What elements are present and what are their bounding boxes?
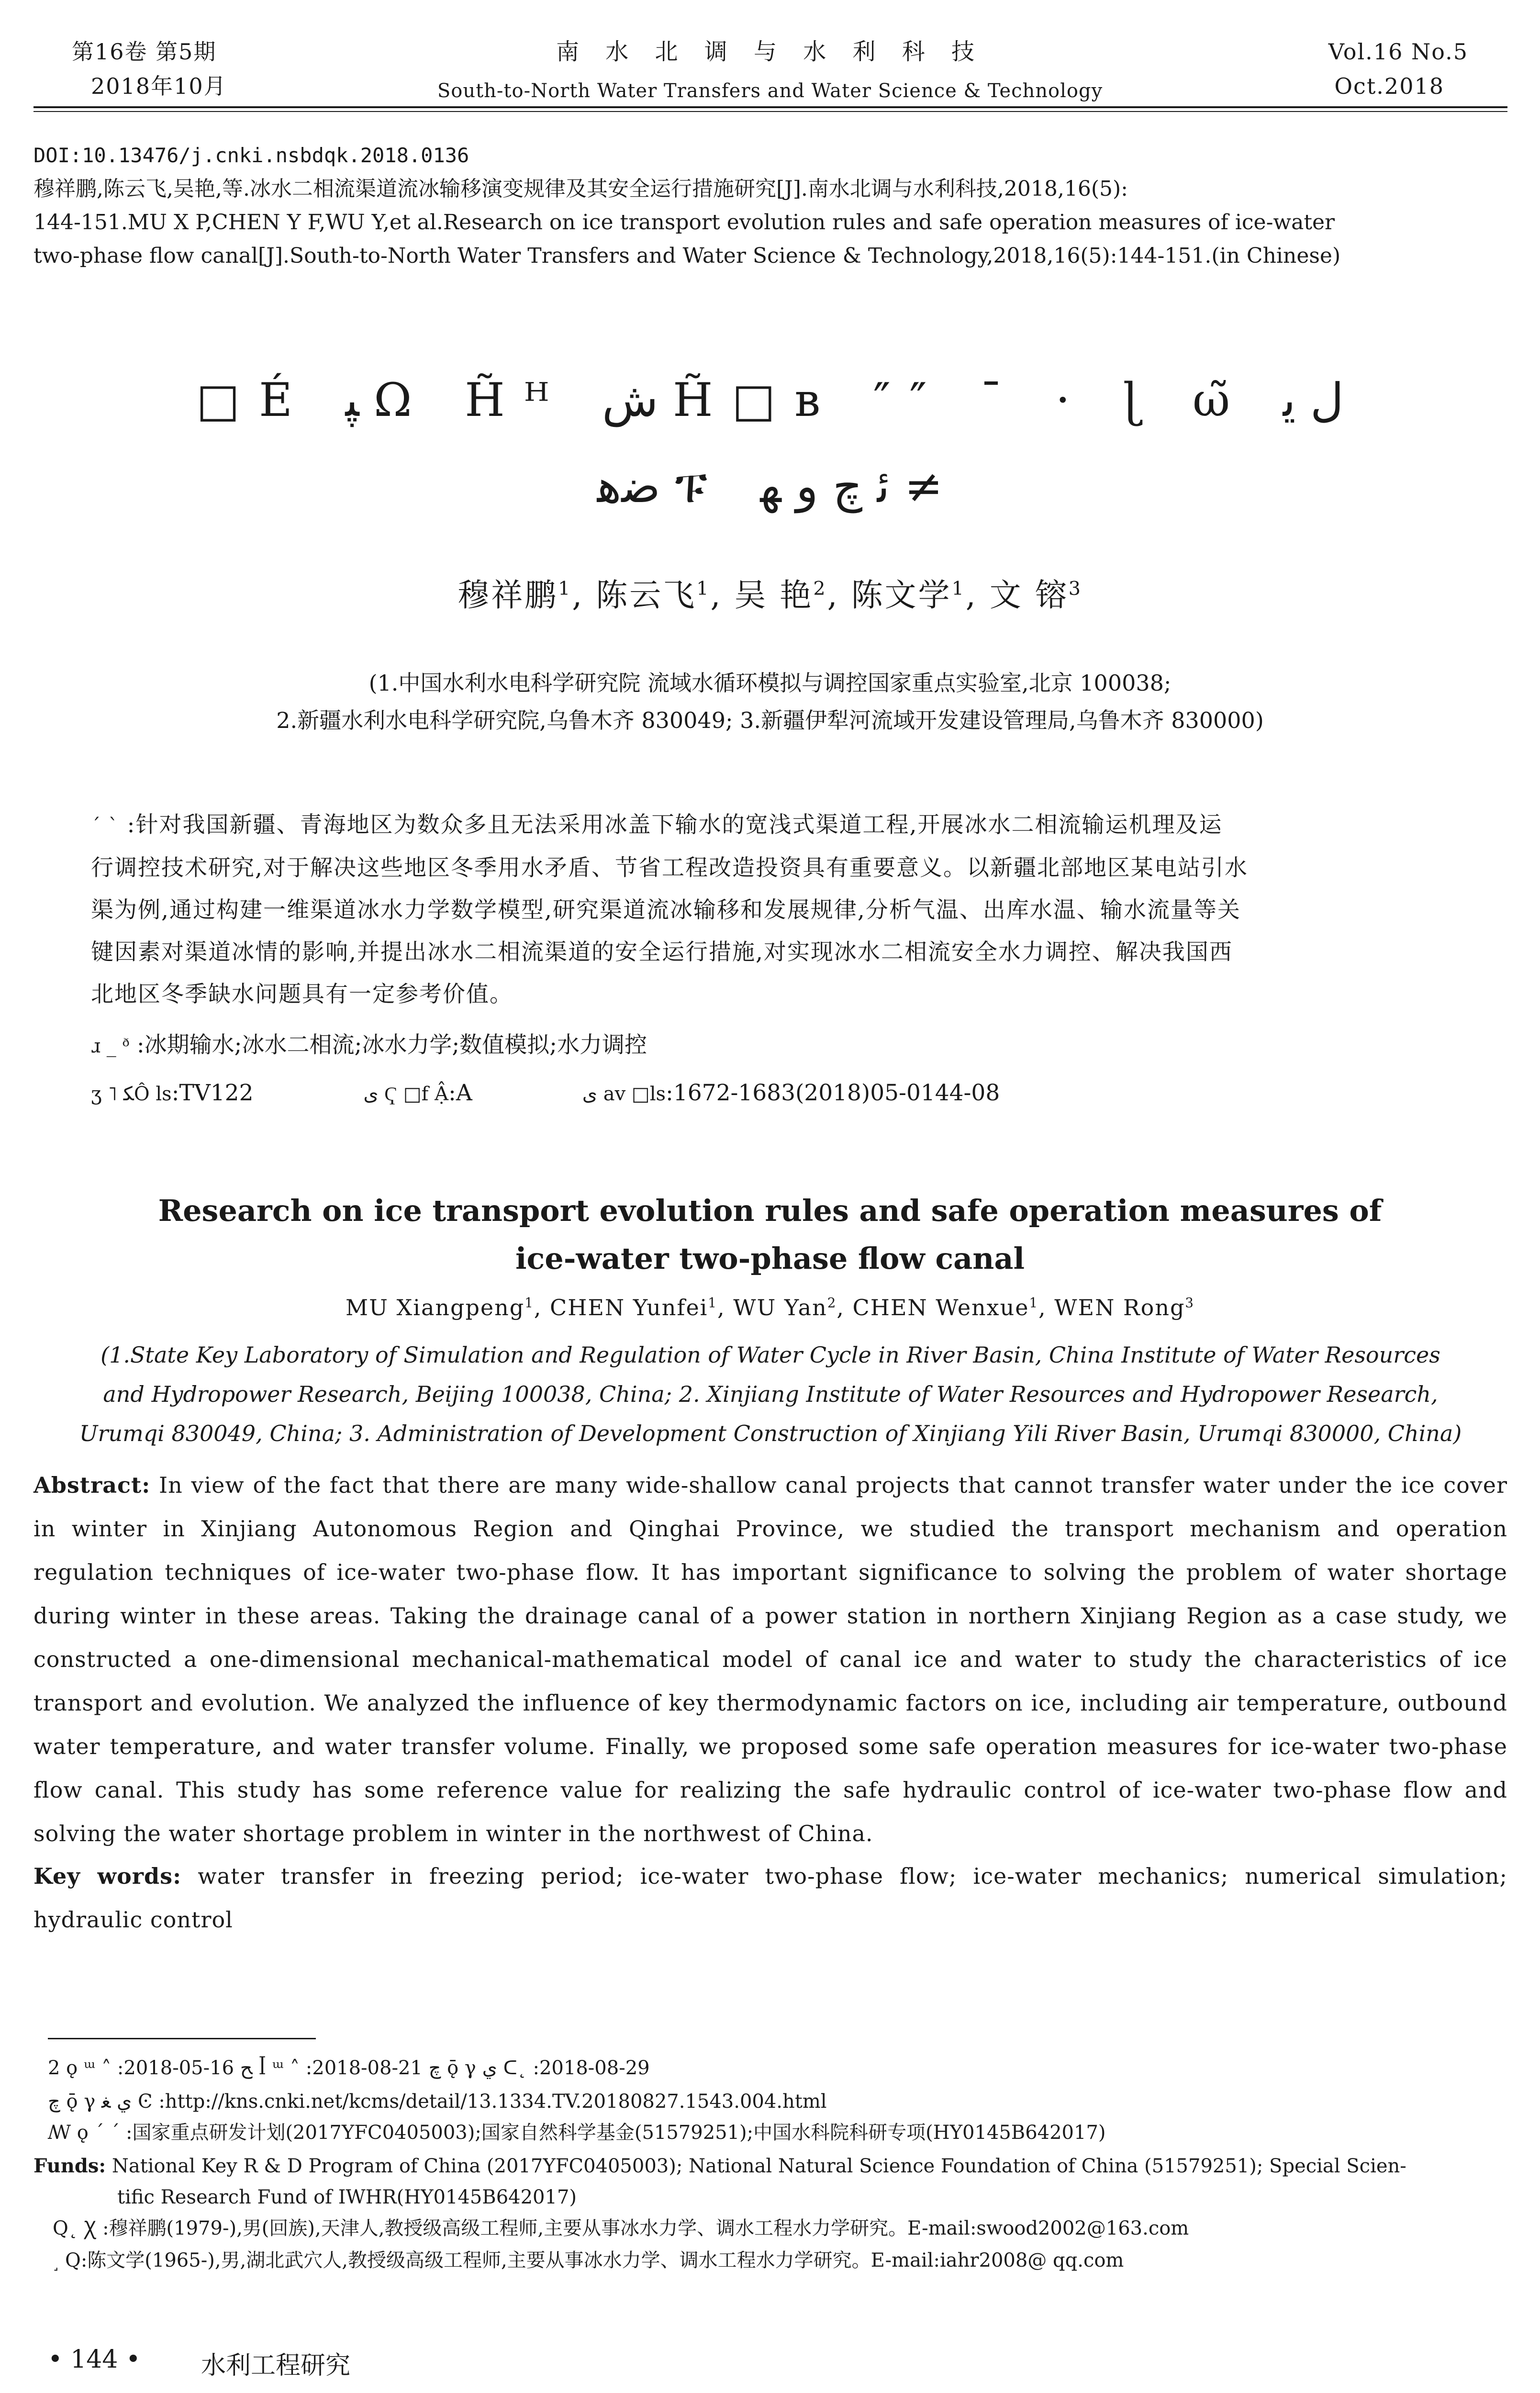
page-number: • 144 • xyxy=(48,2345,141,2374)
abstract-zh-line: 渠为例,通过构建一维渠道冰水力学数学模型,研究渠道流冰输移和发展规律,分析气温、出库水温、输水流量等关 xyxy=(91,897,1241,923)
abstract-zh-line: 行调控技术研究,对于解决这些地区冬季用水矛盾、节省工程改造投资具有重要意义。以新疆北部地区某电站引水 xyxy=(91,855,1248,881)
author-zh: 陈文学 xyxy=(851,577,952,614)
article-id-label: ﻯ av □ls xyxy=(582,1083,666,1105)
keywords-en-label: Key words: xyxy=(33,1863,182,1889)
footnote-fund-cn: ꟿ ǫ ˊ ˊ :国家重点研发计划(2017YFC0405003);国家自然科学基金(51579251);中国水科院科研专项(HY0145B642017) xyxy=(48,2122,1106,2144)
author-en-affil-mark: 1 xyxy=(708,1295,717,1311)
authors-en: MU Xiangpeng$^1$, CHEN Yunfei$^1$, WU Yan$^2$, CHEN Wenxue$^1$, WEN Rong$^3$ xyxy=(346,1295,1194,1320)
affiliation-en-line-2: and Hydropower Research, Beijing 100038, China; 2. Xinjiang Institute of Water Resources and Hydropower Research, xyxy=(103,1381,1438,1407)
affiliation-zh-line-2: 2.新疆水利水电科学研究院,乌鲁木齐 830049; 3.新疆伊犁河流域开发建设管理局,乌鲁木齐 830000) xyxy=(276,707,1264,733)
abstract-en xyxy=(33,1464,1507,1856)
author-zh: 吴 艳 xyxy=(734,577,814,614)
header-journal-cn: 南 水 北 调 与 水 利 科 技 xyxy=(556,38,984,65)
author-en: MU Xiangpeng xyxy=(346,1295,525,1320)
footnote-url: ﭺ ǭ γ ﻱ ﻐ Ͼ :http://kns.cnki.net/kcms/detail/13.1334.TV.20180827.1543.004.html xyxy=(48,2091,827,2113)
abstract-en-label: Abstract: xyxy=(33,1472,151,1498)
author-zh-affil-mark: 3 xyxy=(1068,578,1082,600)
title-zh-line-1: □É ﭙ Ω H̃ᴴ ﺵ H̃□ʙ ″″ ¯ · ɭ ω̃ ﻝ ﻳ xyxy=(196,373,1344,427)
affiliation-en-line-1: (1.State Key Laboratory of Simulation and Regulation of Water Cycle in River Basin, China Institute of Water Resources xyxy=(100,1342,1440,1368)
header-date-cn: 2018年10月 xyxy=(91,73,227,99)
footnote-funds-en xyxy=(33,2151,1406,2181)
abstract-zh-label: ˊ ˋ xyxy=(91,815,119,837)
section-label: 水利工程研究 xyxy=(201,2351,351,2380)
citation-line-1: 穆祥鹏,陈云飞,吴艳,等.冰水二相流渠道流冰输移演变规律及其安全运行措施研究[J].南水北调与水利科技,2018,16(5): xyxy=(33,177,1128,201)
affiliation-zh-line-1: (1.中国水利水电科学研究院 流域水循环模拟与调控国家重点实验室,北京 100038; xyxy=(368,670,1172,696)
abstract-en-text: In view of the fact that there are many wide-shallow canal projects that cannot transfer water under the ice cover in winter in Xinjiang Autonomous Region and Qinghai Province, we studied the transport mechanism and operation regulation techniques of ice-water two-phase flow. It has important significance to solving the problem of water shortage during winter in these areas. Taking the drainage canal of a power station in northern Xinjiang Region as a case study, we constructed a one-dimensional mechanical-mathematical model of canal ice and water to study the characteristics of ice transport and evolution. We analyzed the influence of key thermodynamic factors on ice, including air temperature, outbound water temperature, and water transfer volume. Finally, we proposed some safe operation measures for ice-water two-phase flow canal. This study has some reference value for realizing the safe hydraulic control of ice-water two-phase flow and solving the water shortage problem in winter in the northwest of China. xyxy=(33,1472,1507,1846)
author-en-affil-mark: 1 xyxy=(524,1295,534,1311)
keywords-zh-label: ɹ _ ᶞ xyxy=(91,1035,130,1057)
keywords-en xyxy=(33,1855,1507,1942)
doc-code-value: :A xyxy=(448,1080,472,1106)
author-zh-affil-mark: 1 xyxy=(696,578,711,600)
header-journal-en: South-to-North Water Transfers and Water Science & Technology xyxy=(437,80,1103,102)
header-date-en: Oct.2018 xyxy=(1334,73,1444,99)
author-en-affil-mark: 3 xyxy=(1185,1295,1194,1311)
title-en-line-1: Research on ice transport evolution rules and safe operation measures of xyxy=(158,1193,1382,1228)
footnote-author-2: ˼ Q:陈文学(1965-),男,湖北武穴人,教授级高级工程师,主要从事冰水力学、调水工程水力学研究。E-mail:iahr2008@ qq.com xyxy=(53,2249,1124,2271)
footnote-author-1: Q˛ Ꭓ :穆祥鹏(1979-),男(回族),天津人,教授级高级工程师,主要从事冰水力学、调水工程水力学研究。E-mail:swood2002@163.com xyxy=(53,2217,1189,2239)
author-en-affil-mark: 1 xyxy=(1029,1295,1039,1311)
keywords-en-text: water transfer in freezing period; ice-water two-phase flow; ice-water mechanics; numerical simulation; hydraulic control xyxy=(33,1863,1507,1933)
footnote-dates: 2 ǫ ᵚ ˄ :2018-05-16 ﺢ ꟾ ᵚ ˄ :2018-08-21 ﭺ ǭ γ ﻱ ᑕ˛ :2018-08-29 xyxy=(48,2057,650,2079)
author-en-affil-mark: 2 xyxy=(827,1295,837,1311)
author-zh: 穆祥鹏 xyxy=(458,577,558,614)
author-zh: 文 镕 xyxy=(989,577,1069,614)
article-id-value: :1672-1683(2018)05-0144-08 xyxy=(666,1080,1000,1106)
keywords-zh xyxy=(91,1024,647,1067)
abstract-zh-line: 北地区冬季缺水问题具有一定参考价值。 xyxy=(91,981,513,1007)
header-rule-thin xyxy=(33,111,1507,112)
citation-line-3: two-phase flow canal[J].South-to-North Water Transfers and Water Science & Technology,2018,16(5):144-151.(in Chinese) xyxy=(33,244,1341,268)
clc-value: :TV122 xyxy=(171,1080,254,1106)
header-volume-en: Vol.16 No.5 xyxy=(1328,39,1468,65)
doc-code-label: ﻯ Ҁ □f Ậ xyxy=(363,1083,449,1105)
keywords-zh-text: :冰期输水;冰水二相流;冰水力学;数值模拟;水力调控 xyxy=(136,1032,647,1058)
funds-label: Funds: xyxy=(33,2155,106,2177)
clc-label: ʒ ˥ ﮑÔ ls xyxy=(91,1083,172,1105)
author-zh-affil-mark: 1 xyxy=(558,578,572,600)
abstract-zh xyxy=(91,804,1460,1016)
authors-zh: 穆祥鹏$^1$, 陈云飞$^1$, 吴 艳$^2$, 陈文学$^1$, 文 镕$^3$ xyxy=(458,577,1082,614)
classification-zh xyxy=(91,1072,1000,1115)
author-en: WU Yan xyxy=(733,1295,827,1320)
doi: DOI:10.13476/j.cnki.nsbdqk.2018.0136 xyxy=(33,144,469,167)
funds-line: National Key R & D Program of China (2017YFC0405003); National Natural Science Foundation of China (51579251); Special Scien- xyxy=(112,2155,1406,2177)
footnote-rule xyxy=(48,2038,316,2039)
citation-line-2: 144-151.MU X P,CHEN Y F,WU Y,et al.Research on ice transport evolution rules and safe operation measures of ice-water xyxy=(33,210,1335,235)
author-zh-affil-mark: 2 xyxy=(813,578,827,600)
abstract-zh-line: 键因素对渠道冰情的影响,并提出冰水二相流渠道的安全运行措施,对实现冰水二相流安全水力调控、解决我国西 xyxy=(91,939,1233,965)
affiliation-en-line-3: Urumqi 830049, China; 3. Administration of Development Construction of Xinjiang Yili River Basin, Urumqi 830000, China) xyxy=(79,1420,1462,1446)
author-en: CHEN Wenxue xyxy=(852,1295,1029,1320)
header-rule-thick xyxy=(33,106,1507,108)
header-volume-cn: 第16卷 第5期 xyxy=(72,39,217,65)
title-en-line-2: ice-water two-phase flow canal xyxy=(515,1241,1025,1276)
author-en: CHEN Yunfei xyxy=(550,1295,708,1320)
title-zh-line-2: ﺿﻫ ፑ ﺋ ﭺ ﻭ ﻬ ≠ xyxy=(597,459,943,513)
footnote-funds-en-cont: tific Research Fund of IWHR(HY0145B642017) xyxy=(117,2186,577,2208)
author-en: WEN Rong xyxy=(1054,1295,1185,1320)
author-zh-affil-mark: 1 xyxy=(951,578,966,600)
abstract-zh-line: :针对我国新疆、青海地区为数众多且无法采用冰盖下输水的宽浅式渠道工程,开展冰水二相流输运机理及运 xyxy=(127,812,1223,838)
author-zh: 陈云飞 xyxy=(596,577,697,614)
